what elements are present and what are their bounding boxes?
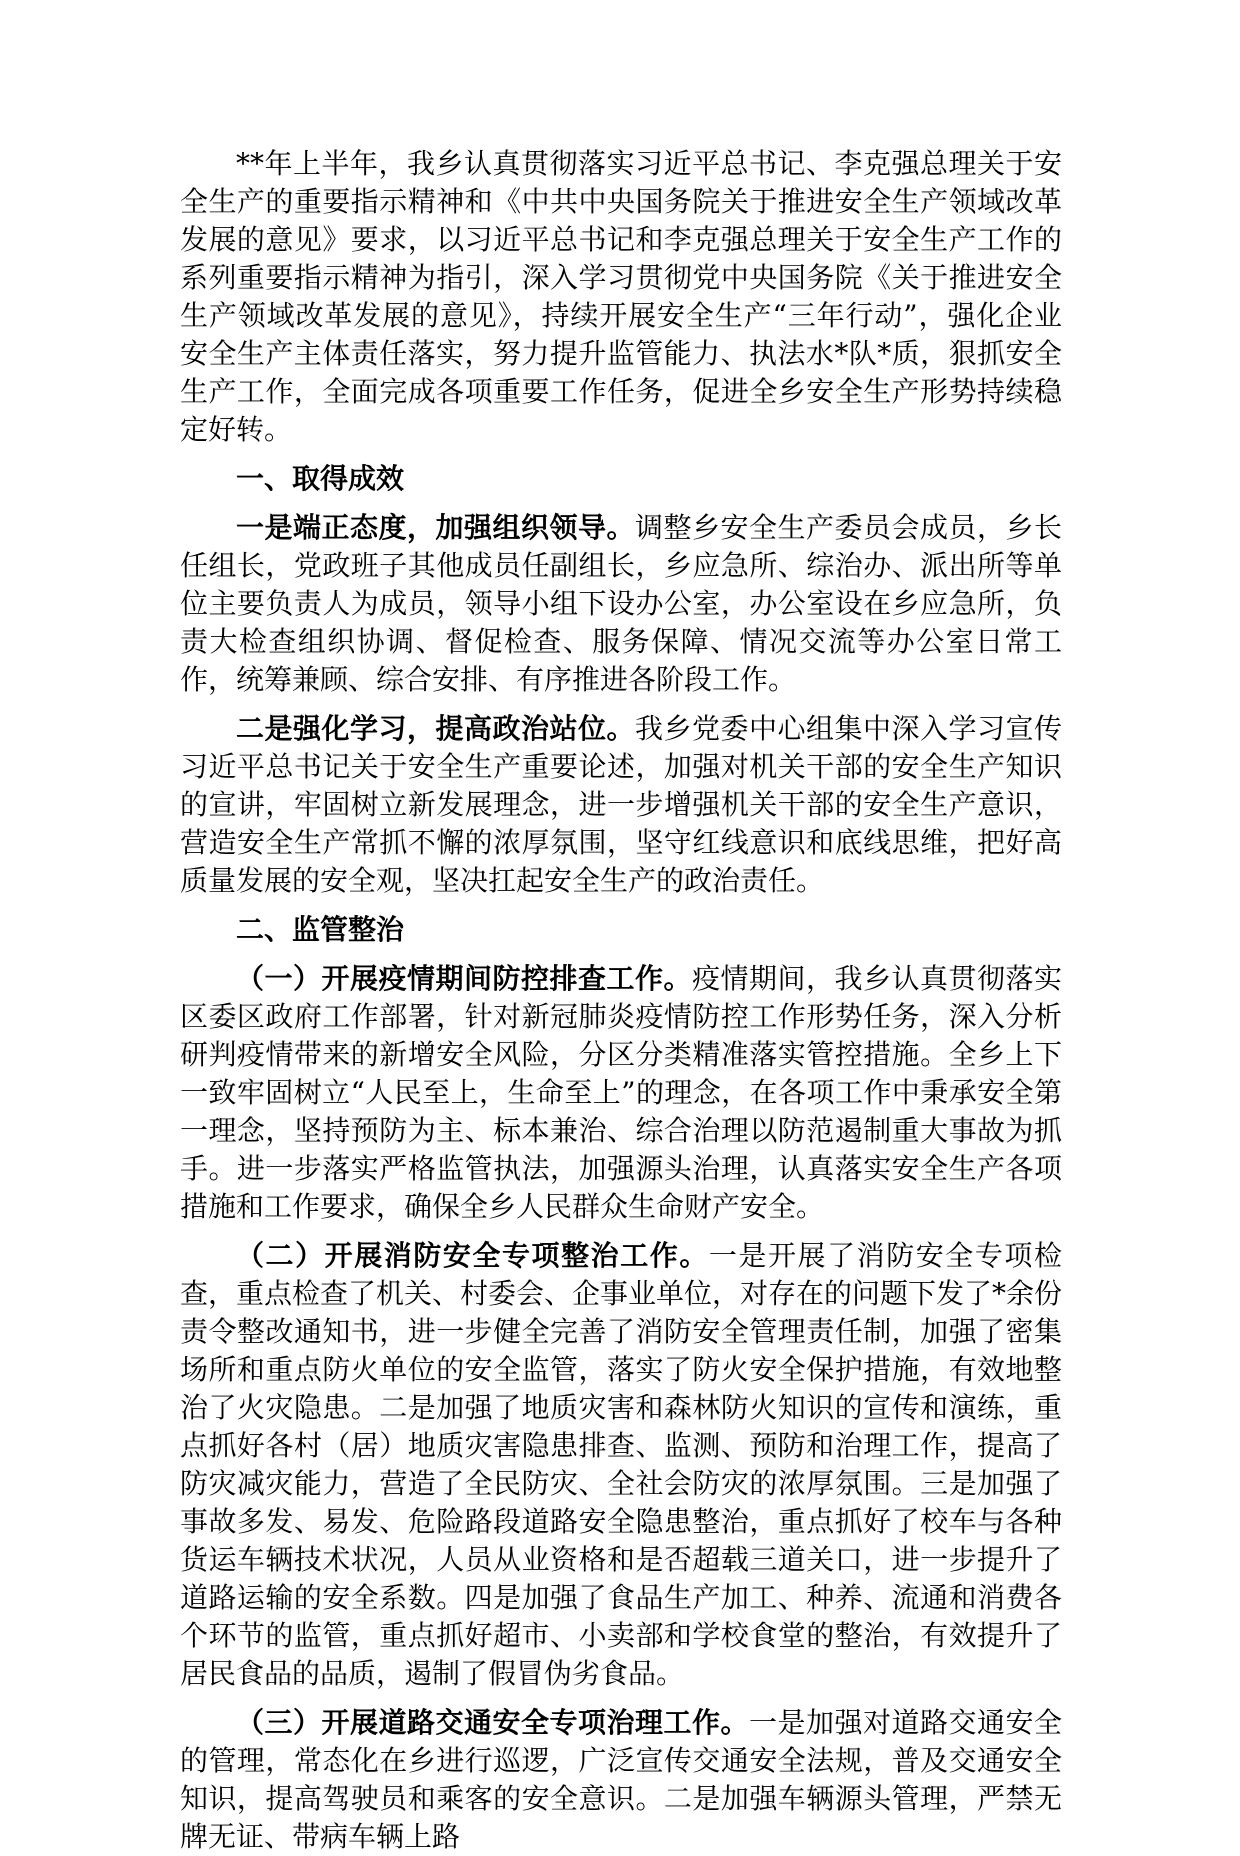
paragraph-lead: （三）开展道路交通安全专项治理工作。: [236, 1706, 749, 1739]
paragraph-text: 一是加强对道路交通安全的管理，常态化在乡进行巡逻，广泛宣传交通安全法规，普及交通安全知识，提高驾驶员和乘客的安全意识。二是加强车辆源头管理，严禁无牌无证、带病车辆上路: [180, 1706, 1062, 1853]
paragraph-text: 疫情期间，我乡认真贯彻落实区委区政府工作部署，针对新冠肺炎疫情防控工作形势任务，深入分析研判疫情带来的新增安全风险，分区分类精准落实管控措施。全乡上下一致牢固树立“人民至上，生命至上”的理念，在各项工作中秉承安全第一理念，坚持预防为主、标本兼治、综合治理以防范遏制重大事故为抓手。进一步落实严格监管执法，加强源头治理，认真落实安全生产各项措施和工作要求，确保全乡人民群众生命财产安全。: [180, 962, 1062, 1223]
paragraph-text: 调整乡安全生产委员会成员，乡长任组长，党政班子其他成员任副组长，乡应急所、综治办、派出所等单位主要负责人为成员，领导小组下设办公室，办公室设在乡应急所，负责大检查组织协调、督促检查、服务保障、情况交流等办公室日常工作，统筹兼顾、综合安排、有序推进各阶段工作。: [180, 511, 1062, 696]
paragraph-fire-safety: [180, 1237, 1062, 1693]
paragraph-org-leadership: [180, 509, 1062, 699]
paragraph-study-politics: [180, 710, 1062, 900]
section-heading-2: [180, 911, 1062, 949]
paragraph-lead: （二）开展消防安全专项整治工作。: [236, 1239, 709, 1272]
paragraph-lead: 二是强化学习，提高政治站位。: [236, 712, 635, 745]
paragraph-text: 我乡党委中心组集中深入学习宣传习近平总书记关于安全生产重要论述，加强对机关干部的安全生产知识的宣讲，牢固树立新发展理念，进一步增强机关干部的安全生产意识，营造安全生产常抓不懈的浓厚氛围，坚守红线意识和底线思维，把好高质量发展的安全观，坚决扛起安全生产的政治责任。: [180, 712, 1062, 897]
section-heading-1: [180, 460, 1062, 498]
heading-text: 一、取得成效: [236, 462, 405, 495]
paragraph-road-traffic-safety: [180, 1704, 1062, 1856]
paragraph-lead: 一是端正态度，加强组织领导。: [236, 511, 635, 544]
heading-text: 二、监管整治: [236, 913, 405, 946]
intro-paragraph: [180, 145, 1062, 449]
paragraph-epidemic-control: [180, 960, 1062, 1226]
paragraph-text: 一是开展了消防安全专项检查，重点检查了机关、村委会、企事业单位，对存在的问题下发了*余份责令整改通知书，进一步健全完善了消防安全管理责任制，加强了密集场所和重点防火单位的安全监管，落实了防火安全保护措施，有效地整治了火灾隐患。二是加强了地质灾害和森林防火知识的宣传和演练，重点抓好各村（居）地质灾害隐患排查、监测、预防和治理工作，提高了防灾减灾能力，营造了全民防灾、全社会防灾的浓厚氛围。三是加强了事故多发、易发、危险路段道路安全隐患整治，重点抓好了校车与各种货运车辆技术状况，人员从业资格和是否超载三道关口，进一步提升了道路运输的安全系数。四是加强了食品生产加工、种养、流通和消费各个环节的监管，重点抓好超市、小卖部和学校食堂的整治，有效提升了居民食品的品质，遏制了假冒伪劣食品。: [180, 1239, 1063, 1690]
paragraph-text: **年上半年，我乡认真贯彻落实习近平总书记、李克强总理关于安全生产的重要指示精神和《中共中央国务院关于推进安全生产领域改革发展的意见》要求，以习近平总书记和李克强总理关于安全生产工作的系列重要指示精神为指引，深入学习贯彻党中央国务院《关于推进安全生产领域改革发展的意见》，持续开展安全生产“三年行动”，强化企业安全生产主体责任落实，努力提升监管能力、执法水*队*质，狠抓安全生产工作，全面完成各项重要工作任务，促进全乡安全生产形势持续稳定好转。: [180, 147, 1062, 446]
paragraph-lead: （一）开展疫情期间防控排查工作。: [236, 962, 692, 995]
